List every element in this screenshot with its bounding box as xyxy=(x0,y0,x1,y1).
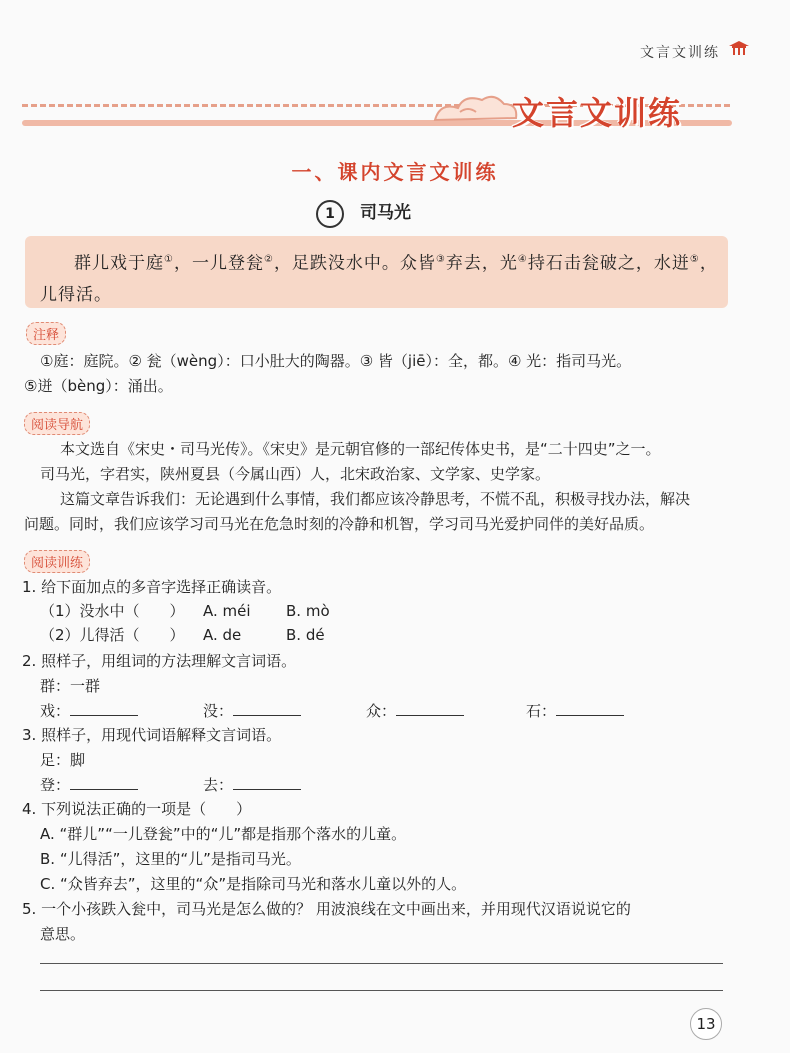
passage-segment: ，一儿登瓮 xyxy=(173,253,264,274)
question-2: 2. 照样子，用组词的方法理解文言词语。 xyxy=(22,652,297,670)
item-label: 去： xyxy=(203,776,234,794)
passage-segment: ，儿得活。 xyxy=(40,253,718,305)
item-label: 石： xyxy=(526,702,557,720)
question-3-example: 足：脚 xyxy=(40,751,86,769)
guide-paragraph-1: 本文选自《宋史・司马光传》。《宋史》是元朝官修的一部纪传体史书，是“二十四史”之一。 xyxy=(60,440,661,458)
answer-blank[interactable] xyxy=(70,775,138,790)
footnote-marker: ② xyxy=(263,254,274,265)
question-1a-label: （1）没水中（ ） xyxy=(40,602,185,620)
footnote-marker: ⑤ xyxy=(689,254,700,265)
answer-blank[interactable] xyxy=(396,701,464,716)
pavilion-icon xyxy=(728,40,750,56)
question-3-item xyxy=(40,772,138,798)
item-label: 众： xyxy=(366,702,397,720)
question-4-option-b: B. “儿得活”，这里的“儿”是指司马光。 xyxy=(40,850,301,868)
section-title: 一、课内文言文训练 xyxy=(291,160,499,184)
question-4-option-a: A. “群儿”“一儿登瓮”中的“儿”都是指那个落水的儿童。 xyxy=(40,825,407,843)
question-4: 4. 下列说法正确的一项是（ ） xyxy=(22,800,252,818)
question-1b-label: （2）儿得活（ ） xyxy=(40,626,185,644)
question-2-example: 群：一群 xyxy=(40,677,101,695)
question-1a-option-a: A. méi xyxy=(203,602,251,620)
guide-tag-wrap xyxy=(24,412,90,435)
answer-blank[interactable] xyxy=(556,701,624,716)
answer-blank[interactable] xyxy=(233,775,301,790)
question-3: 3. 照样子，用现代词语解释文言词语。 xyxy=(22,726,282,744)
passage-segment: 弃去，光 xyxy=(445,253,518,274)
question-3-item xyxy=(203,772,301,798)
notes-line-1: ①庭：庭院。② 瓮（wèng）：口小肚大的陶器。③ 皆（jiē）：全，都。④ 光：指司马光。 xyxy=(40,352,632,370)
answer-line[interactable] xyxy=(40,963,723,964)
notes-tag-wrap xyxy=(26,322,66,345)
passage-segment: 群儿戏于庭 xyxy=(74,253,164,274)
item-label: 没： xyxy=(203,702,234,720)
exercise-tag: 阅读训练 xyxy=(24,550,90,573)
passage-segment: ，足跌没水中。众皆 xyxy=(273,253,436,274)
notes-line-2: ⑤迸（bèng）：涌出。 xyxy=(24,377,173,395)
guide-paragraph-3a: 这篇文章告诉我们：无论遇到什么事情，我们都应该冷静思考，不慌不乱，积极寻找办法，解决 xyxy=(60,490,691,508)
question-5-line-1: 5. 一个小孩跌入瓮中，司马光是怎么做的？ 用波浪线在文中画出来，并用现代汉语说说它的 xyxy=(22,900,631,918)
lesson-title: 司马光 xyxy=(360,203,411,223)
lesson-heading xyxy=(316,198,411,228)
question-1: 1. 给下面加点的多音字选择正确读音。 xyxy=(22,578,282,596)
question-2-item xyxy=(40,698,138,724)
running-header: 文言文训练 xyxy=(640,45,720,61)
cloud-ornament-icon xyxy=(430,90,520,130)
lesson-number: 1 xyxy=(316,200,344,228)
guide-paragraph-2: 司马光，字君实，陕州夏县（今属山西）人，北宋政治家、文学家、史学家。 xyxy=(40,465,551,483)
item-label: 戏： xyxy=(40,702,71,720)
passage-segment: 持石击瓮破之，水迸 xyxy=(527,253,690,274)
question-2-item xyxy=(203,698,301,724)
notes-tag: 注释 xyxy=(26,322,66,345)
answer-line[interactable] xyxy=(40,990,723,991)
question-1b-option-a: A. de xyxy=(203,626,242,644)
item-label: 登： xyxy=(40,776,71,794)
footnote-marker: ④ xyxy=(517,254,528,265)
question-2-item xyxy=(526,698,624,724)
passage-text xyxy=(40,244,720,311)
question-4-option-c: C. “众皆弃去”，这里的“众”是指除司马光和落水儿童以外的人。 xyxy=(40,875,467,893)
footnote-marker: ③ xyxy=(435,254,446,265)
guide-paragraph-3b: 问题。同时，我们应该学习司马光在危急时刻的冷静和机智，学习司马光爱护同伴的美好品质。 xyxy=(24,515,655,533)
question-2-item xyxy=(366,698,464,724)
answer-blank[interactable] xyxy=(70,701,138,716)
exercise-tag-wrap xyxy=(24,550,90,573)
question-1a-option-b: B. mò xyxy=(286,602,330,620)
banner-title: 文言文训练 xyxy=(512,94,683,132)
question-1b-option-b: B. dé xyxy=(286,626,325,644)
page-number: 13 xyxy=(690,1008,722,1040)
question-5-line-2: 意思。 xyxy=(40,925,86,943)
guide-tag: 阅读导航 xyxy=(24,412,90,435)
footnote-marker: ① xyxy=(164,254,174,265)
answer-blank[interactable] xyxy=(233,701,301,716)
